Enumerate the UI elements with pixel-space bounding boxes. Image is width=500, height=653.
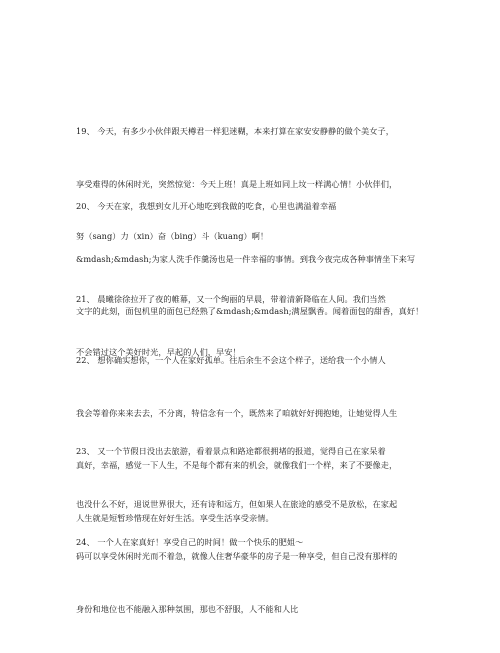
paragraph-line: 23、 又一个节假日没出去旅游，看着景点和路途都很拥堵的报道，觉得自己在家呆着: [76, 446, 386, 456]
paragraph-line: 身份和地位也不能融入那种氛围，那也不舒服，人不能和人比: [76, 603, 299, 614]
paragraph-line: 努（sang）力（xin）奋（bing）斗（kuang）啊！: [76, 231, 269, 241]
paragraph-line: 不会错过这个美好时光，早起的人们，早安！: [76, 346, 241, 357]
paragraph-line: 24、 一个人在家真好！享受自己的时间！做一个快乐的肥姐～: [76, 537, 304, 547]
paragraph-line: 码可以享受休闲时光而不着急，就像人住奢华豪华的房子是一种享受，但自己没有那样的: [76, 551, 398, 561]
paragraph-line: 人生就是短暂珍惜现在好好生活。享受生活享受亲情。: [76, 512, 274, 523]
paragraph-line: &mdash;&mdash;为家人洗手作羹汤也是一件幸福的事情。到我今夜完成各种事情坐下来写: [76, 253, 416, 264]
paragraph-line: 19、 今天，有多少小伙伴跟天樽君一样犯迷糊，本来打算在家安安静静的做个美女子，: [76, 126, 394, 136]
paragraph-line: 21、 晨曦徐徐拉开了夜的帷幕，又一个绚丽的早晨，带着清新降临在人间。我们当然: [76, 294, 386, 304]
paragraph-line: 也没什么不好，退说世界很大，还有诗和远方，但如果人在旅途的感受不是放松，在家起: [76, 498, 398, 509]
paragraph-line: 真好，幸福，感觉一下人生，不是每个都有来的机会，就像我们一个样，来了不要像走，: [76, 460, 398, 470]
paragraph-line: 我会等着你来来去去，不分离，特信念有一个，既然来了咱就好好拥抱她，让她觉得人生: [76, 407, 398, 418]
paragraph-line: 享受难得的休闲时光，突然惊觉：今天上班！真是上班如同上坟一样满心情！小伙伴们，: [76, 178, 398, 189]
paragraph-line: 22、 想你确实想你，一个人在家好孤单。往后余生不会这个样子，送给我一个小情人: [76, 355, 386, 365]
paragraph-line: 20、 今天在家，我想到女儿开心地吃到我做的吃食，心里也满溢着幸福: [76, 201, 337, 211]
paragraph-line: 文字的此刻，面包机里的面包已经熟了&mdash;&mdash;满屋飘香。闻着面包的甜香，真好！: [76, 306, 424, 316]
paragraph-24: [76, 499, 444, 587]
